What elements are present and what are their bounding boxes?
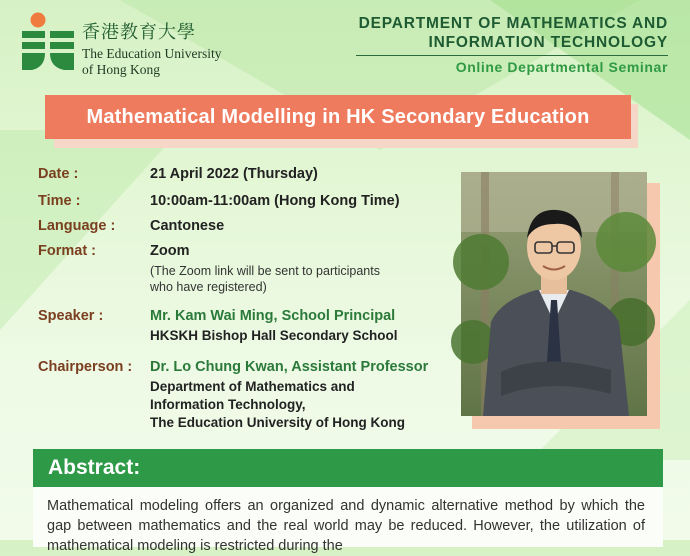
speaker-photo — [461, 172, 647, 416]
speaker-name: Mr. Kam Wai Ming, School Principal — [150, 308, 396, 324]
format-note: (The Zoom link will be sent to participants — [150, 264, 380, 278]
chairperson-organization: The Education University of Hong Kong — [150, 415, 406, 430]
speaker-organization: HKSKH Bishop Hall Secondary School — [150, 328, 398, 343]
seminar-title: Mathematical Modelling in HK Secondary Education — [86, 105, 590, 128]
language-value: Cantonese — [150, 218, 225, 234]
department-header — [356, 14, 668, 75]
chairperson-organization: Information Technology, — [150, 397, 306, 412]
title-banner — [45, 95, 631, 139]
speaker-label: Speaker : — [38, 308, 104, 324]
department-name: DEPARTMENT OF MATHEMATICS AND — [358, 15, 668, 32]
language-label: Language : — [38, 218, 116, 234]
university-logo — [20, 12, 230, 77]
format-label: Format : — [38, 243, 96, 259]
chairperson-organization: Department of Mathematics and — [150, 379, 355, 394]
abstract-heading: Abstract: — [48, 456, 141, 479]
seminar-type: Online Departmental Seminar — [455, 59, 668, 75]
divider — [356, 55, 668, 56]
logo-english-name: of Hong Kong — [82, 62, 160, 77]
eduhk-logo-icon — [20, 12, 76, 74]
abstract-header — [33, 449, 663, 487]
department-name: INFORMATION TECHNOLOGY — [428, 34, 668, 51]
logo-chinese-name: 香港教育大學 — [82, 22, 196, 43]
chairperson-label: Chairperson : — [38, 359, 133, 375]
time-value: 10:00am-11:00am (Hong Kong Time) — [150, 193, 400, 209]
chairperson-name: Dr. Lo Chung Kwan, Assistant Professor — [150, 359, 429, 375]
logo-english-name: The Education University — [82, 46, 222, 61]
speaker-portrait-image — [461, 172, 647, 416]
abstract-body — [33, 487, 663, 554]
format-note: who have registered) — [150, 280, 267, 294]
date-label: Date : — [38, 166, 79, 182]
abstract-text: Mathematical modeling offers an organized and dynamic alternative method by which the gap between mathematics and the real world may be reduced. However, the utilization of mathematical modeling is restricted during the — [47, 498, 645, 554]
format-value: Zoom — [150, 243, 190, 259]
time-label: Time : — [38, 193, 81, 209]
date-value: 21 April 2022 (Thursday) — [150, 166, 318, 182]
